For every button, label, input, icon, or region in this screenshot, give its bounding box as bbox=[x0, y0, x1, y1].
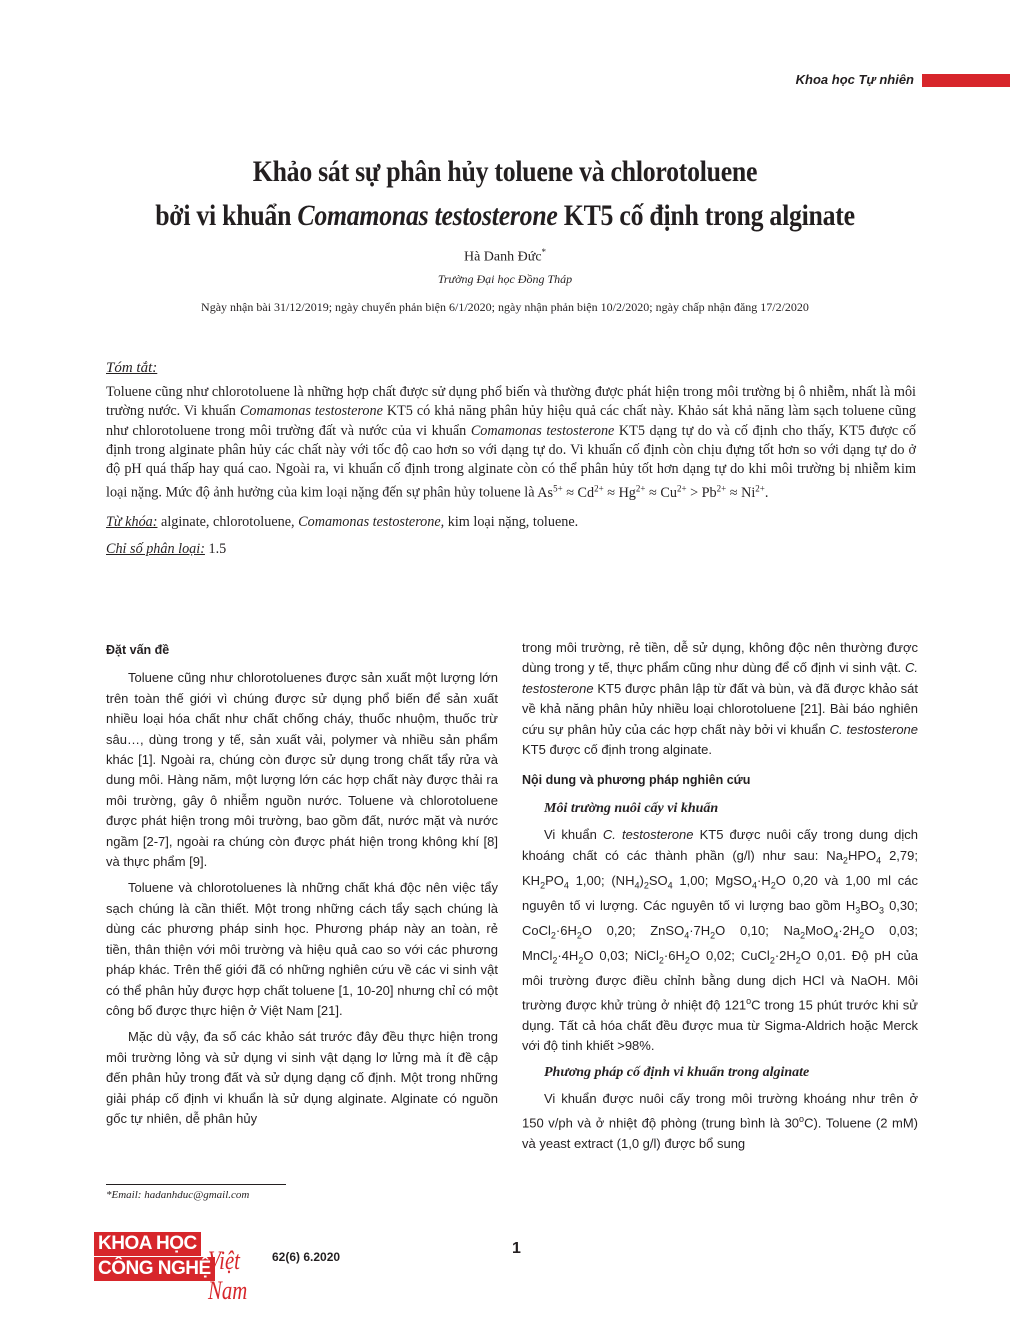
subscript: 2 bbox=[842, 855, 848, 866]
abstract-part: KT5 dạng tự do và cố định cho thấy, KT5 được cố định trong alginate phân hủy các chất này với tốc độ cao hơn so với dạng tự do. Vi khuẩn cố định còn chịu đựng tốt hơn so với dạng tự do ở độ pH quá thấp hay quá cao. Ngoài ra, vi khuẩn cố định trong alginate còn có thể phân hủy tốt hơn dạng tự do khi môi trường bị nhiễm kim loại nặng. Mức độ ảnh hưởng của kim loại nặng đến sự phân hủy toluene là bbox=[106, 422, 916, 502]
abstract-part: KT5 có khả năng phân hủy hiệu quả các chất này. Khảo sát khả năng làm sạch toluene cũng như chlorotoluene trong môi trường đất và nước của vi khuẩn bbox=[106, 403, 917, 439]
text-part: ·2H bbox=[774, 947, 796, 963]
ion-sep: ≈ bbox=[603, 485, 619, 502]
subscript: 2 bbox=[769, 955, 775, 966]
keywords-label: Từ khóa: bbox=[106, 513, 158, 530]
classification bbox=[106, 541, 916, 558]
ion-charge: 2+ bbox=[635, 483, 646, 494]
ion: Cu bbox=[660, 485, 677, 502]
text-part: O 0,03; MnCl bbox=[522, 922, 918, 963]
subscript: 4 bbox=[684, 930, 690, 941]
ion: Ni bbox=[741, 485, 756, 502]
subscript: 2 bbox=[800, 930, 806, 941]
subscript: 2 bbox=[684, 955, 690, 966]
issue-number: 62(6) 6.2020 bbox=[272, 1250, 341, 1264]
text-part: O 0,20; ZnSO bbox=[581, 922, 685, 938]
subscript: 2 bbox=[658, 955, 664, 966]
subscript: 2 bbox=[795, 955, 801, 966]
text-part: O 0,03; NiCl bbox=[583, 947, 659, 963]
text-part: KT5 được phân lập từ đất và bùn, và đã được khảo sát về khả năng phân hủy nhiều loại chlorotoluene [21]. Bài báo nghiên cứu sự phân hủy của các hợp chất này bởi vi khuẩn bbox=[522, 680, 918, 737]
keywords-species: Comamonas testosterone, bbox=[298, 513, 445, 530]
ion-sep: ≈ bbox=[562, 485, 578, 502]
ion: Pb bbox=[701, 485, 717, 502]
logo-line-1: KHOA HỌC bbox=[94, 1232, 201, 1256]
ion-sep: ≈ bbox=[645, 485, 661, 502]
text-part: 0,30; CoCl bbox=[522, 897, 918, 938]
abstract-species: Comamonas testosterone bbox=[239, 403, 383, 420]
footnote-email: *Email: hadanhduc@gmail.com bbox=[106, 1189, 250, 1201]
text-part: 2,79; KH bbox=[522, 847, 918, 888]
ion-charge: 2+ bbox=[676, 483, 687, 494]
text-part: 1,00; MgSO bbox=[672, 872, 752, 888]
intro-paragraph-2: Toluene và chlorotoluenes là những chất khá độc nên việc tẩy sạch chúng là cần thiết. Một trong những cách tẩy sạch chúng là dùng các phương pháp sinh học. Phương pháp này an toàn, rẻ tiền, thân thiện với môi trường và hiệu quả cao so với các phương pháp khác. Trên thế giới đã có những nghiên cứu về các vi sinh vật có thể phân hủy được hợp chất toluene [1, 10-20] nhưng chỉ có một công bố được thực hiện ở Việt Nam [21]. bbox=[106, 880, 498, 1018]
subscript: 2 bbox=[770, 880, 776, 891]
text-part: Vi khuẩn được nuôi cấy trong môi trường khoáng như trên ở 150 v/ph và ở nhiệt độ phòng (trung bình là 30 bbox=[522, 1091, 918, 1131]
submission-dates: Ngày nhận bài 31/12/2019; ngày chuyển phản biện 6/1/2020; ngày nhận phản biện 10/2/2020; ngày chấp nhận đăng 17/2/2020 bbox=[201, 300, 809, 314]
subscript: 4 bbox=[751, 880, 757, 891]
left-column bbox=[106, 638, 498, 1135]
subscript: 4 bbox=[563, 880, 569, 891]
text-part: ·6H bbox=[663, 947, 685, 963]
intro-heading: Đặt vấn đề bbox=[106, 643, 170, 657]
text-part: ·2H bbox=[838, 922, 860, 938]
classification-value: 1.5 bbox=[204, 540, 227, 557]
subscript: 4 bbox=[667, 880, 673, 891]
subscript: 3 bbox=[855, 905, 861, 916]
page-number: 1 bbox=[512, 1240, 521, 1257]
ion-charge: 2+ bbox=[755, 483, 765, 494]
title-line-2-pre: bởi vi khuẩn bbox=[155, 199, 298, 232]
text-part: O 0,02; CuCl bbox=[689, 947, 770, 963]
text-part: 1,00; (NH bbox=[568, 872, 635, 888]
methods-heading: Nội dung và phương pháp nghiên cứu bbox=[522, 773, 751, 788]
keywords-text: kim loại nặng, toluene. bbox=[444, 513, 579, 530]
species-name: C. testosterone bbox=[602, 827, 694, 843]
culture-paragraph bbox=[522, 825, 918, 1056]
subscript: 2 bbox=[576, 930, 582, 941]
immobilization-subheading: Phương pháp cố định vi khuẩn trong alginate bbox=[544, 1064, 810, 1080]
intro-continuation bbox=[522, 638, 918, 760]
right-column bbox=[522, 638, 918, 1161]
title-line-2-post: KT5 cố định trong alginate bbox=[557, 199, 855, 232]
subscript: 4 bbox=[634, 880, 640, 891]
degree-mark: o bbox=[799, 1114, 805, 1125]
text-part: ·6H bbox=[555, 922, 577, 938]
author bbox=[0, 247, 1010, 266]
affiliation: Trường Đại học Đồng Tháp bbox=[437, 272, 573, 286]
immobilization-paragraph bbox=[522, 1089, 918, 1155]
subscript: 2 bbox=[540, 880, 546, 891]
ion-sep: . bbox=[764, 485, 769, 502]
culture-subheading: Môi trường nuôi cấy vi khuẩn bbox=[544, 800, 719, 816]
text-part: Vi khuẩn bbox=[544, 827, 603, 843]
ion-charge: 2+ bbox=[716, 483, 727, 494]
keywords bbox=[106, 514, 916, 531]
species-name: C. testosterone bbox=[829, 721, 919, 737]
degree-mark: o bbox=[746, 996, 752, 1007]
keywords-text: alginate, chlorotoluene, bbox=[157, 513, 299, 530]
ion-charge: 5+ bbox=[553, 483, 563, 494]
text-part: BO bbox=[860, 897, 880, 913]
subscript: 2 bbox=[710, 930, 716, 941]
ion: Hg bbox=[618, 485, 636, 502]
logo-script: Việt Nam bbox=[208, 1246, 248, 1305]
abstract-species: Comamonas testosterone bbox=[470, 422, 615, 439]
subscript: 2 bbox=[552, 955, 558, 966]
ion-sep: > bbox=[686, 485, 702, 502]
intro-paragraph-3: Mặc dù vậy, đa số các khảo sát trước đây đều thực hiện trong môi trường lỏng và sử dụng vi sinh vật dạng lơ lửng mà ít đề cập đến phân hủy trong đất và sử dụng dạng cố định. Một trong những giải pháp cố định vi khuẩn là sử dụng alginate. Alginate có nguồn gốc tự nhiên, dễ phân hủy bbox=[106, 1029, 498, 1126]
abstract-part: Toluene cũng như chlorotoluene là những hợp chất được sử dụng phổ biến và thường được phát hiện trong môi trường bị ô nhiễm, nhất là môi trường nước. Vi khuẩn bbox=[106, 384, 916, 420]
subscript: 2 bbox=[550, 930, 556, 941]
ion-list bbox=[537, 485, 768, 501]
text-part: PO bbox=[545, 872, 564, 888]
ion: Cd bbox=[577, 485, 595, 502]
text-part: ·4H bbox=[557, 947, 579, 963]
title-line-1: Khảo sát sự phân hủy toluene và chlorotoluene bbox=[252, 155, 758, 188]
text-part: O 0,01. Độ pH của môi trường được điều chỉnh bằng dung dịch HCl và NaOH. Môi trường được khử trùng ở nhiệt độ 121 bbox=[522, 947, 918, 1013]
abstract-heading: Tóm tắt: bbox=[106, 360, 158, 376]
text-part: KT5 được nuôi cấy trong dung dịch khoáng chất có các thành phần (g/l) như sau: Na bbox=[522, 827, 919, 863]
text-part: SO bbox=[648, 872, 668, 888]
text-part: ) bbox=[639, 872, 644, 888]
footnote-divider bbox=[106, 1184, 286, 1185]
intro-paragraph-1: Toluene cũng như chlorotoluenes được sản xuất một lượng lớn trên toàn thế giới vì chúng được sử dụng phổ biến để sản xuất nhiều loại hóa chất như chất chống cháy, thuốc nhuộm, thuốc trừ sâu…, dùng trong y tế, sản xuất vải, polymer và nhiều sản phẩm khác [1]. Ngoài ra, chúng còn được sử dụng trong chất tẩy rửa và dung môi. Hàng năm, một lượng lớn các hợp chất này được thải ra môi trường, gây ô nhiễm nguồn nước. Toluene và chlorotoluene được phát hiện trong môi trường, bao gồm đất, nước mặt và nước ngầm [2-7], ngoài ra chúng còn được phát hiện trong không khí [8] và thực phẩm [9]. bbox=[106, 670, 498, 870]
text-part: O 0,10; Na bbox=[715, 922, 801, 938]
ion-sep: ≈ bbox=[726, 485, 742, 502]
subscript: 2 bbox=[643, 880, 649, 891]
species-name: C. testosterone bbox=[522, 660, 918, 696]
section-red-bar bbox=[922, 74, 1010, 87]
logo-line-2: CÔNG NGHỆ bbox=[94, 1257, 215, 1281]
ion: As bbox=[537, 485, 554, 502]
text-part: ·7H bbox=[689, 922, 711, 938]
article-title bbox=[122, 150, 887, 238]
subscript: 2 bbox=[859, 930, 865, 941]
text-part: C trong 15 phút trước khi sử dụng. Tất cả hóa chất đều được mua từ Sigma-Aldrich hoặc Merck với độ tinh khiết >98%. bbox=[522, 997, 918, 1054]
subscript: 2 bbox=[578, 955, 584, 966]
subscript: 4 bbox=[833, 930, 839, 941]
text-part: KT5 được cố định trong alginate. bbox=[522, 742, 712, 758]
ion-charge: 2+ bbox=[594, 483, 604, 494]
subscript: 4 bbox=[876, 855, 882, 866]
text-part: O 0,20 và 1,00 ml các nguyên tố vi lượng. Các nguyên tố vi lượng bao gồm H bbox=[522, 872, 918, 913]
text-part: HPO bbox=[847, 847, 877, 863]
section-tag: Khoa học Tự nhiên bbox=[795, 72, 914, 87]
author-mark: * bbox=[541, 247, 547, 257]
text-part: trong môi trường, rẻ tiền, dễ sử dụng, không độc nên thường được dùng trong y tế, thực phẩm cũng như dùng để cố định vi sinh vật. bbox=[522, 640, 918, 676]
journal-logo bbox=[94, 1232, 284, 1305]
text-part: ·H bbox=[756, 872, 771, 888]
abstract-text bbox=[106, 383, 916, 504]
text-part: C). Toluene (2 mM) và yeast extract (1,0 g/l) được bổ sung bbox=[522, 1115, 919, 1152]
author-name: Hà Danh Đức bbox=[463, 249, 542, 265]
title-line-2-species: Comamonas testosterone bbox=[297, 199, 558, 232]
subscript: 3 bbox=[879, 905, 885, 916]
abstract bbox=[106, 360, 916, 558]
text-part: MoO bbox=[805, 922, 834, 938]
classification-label: Chỉ số phân loại: bbox=[106, 540, 205, 557]
